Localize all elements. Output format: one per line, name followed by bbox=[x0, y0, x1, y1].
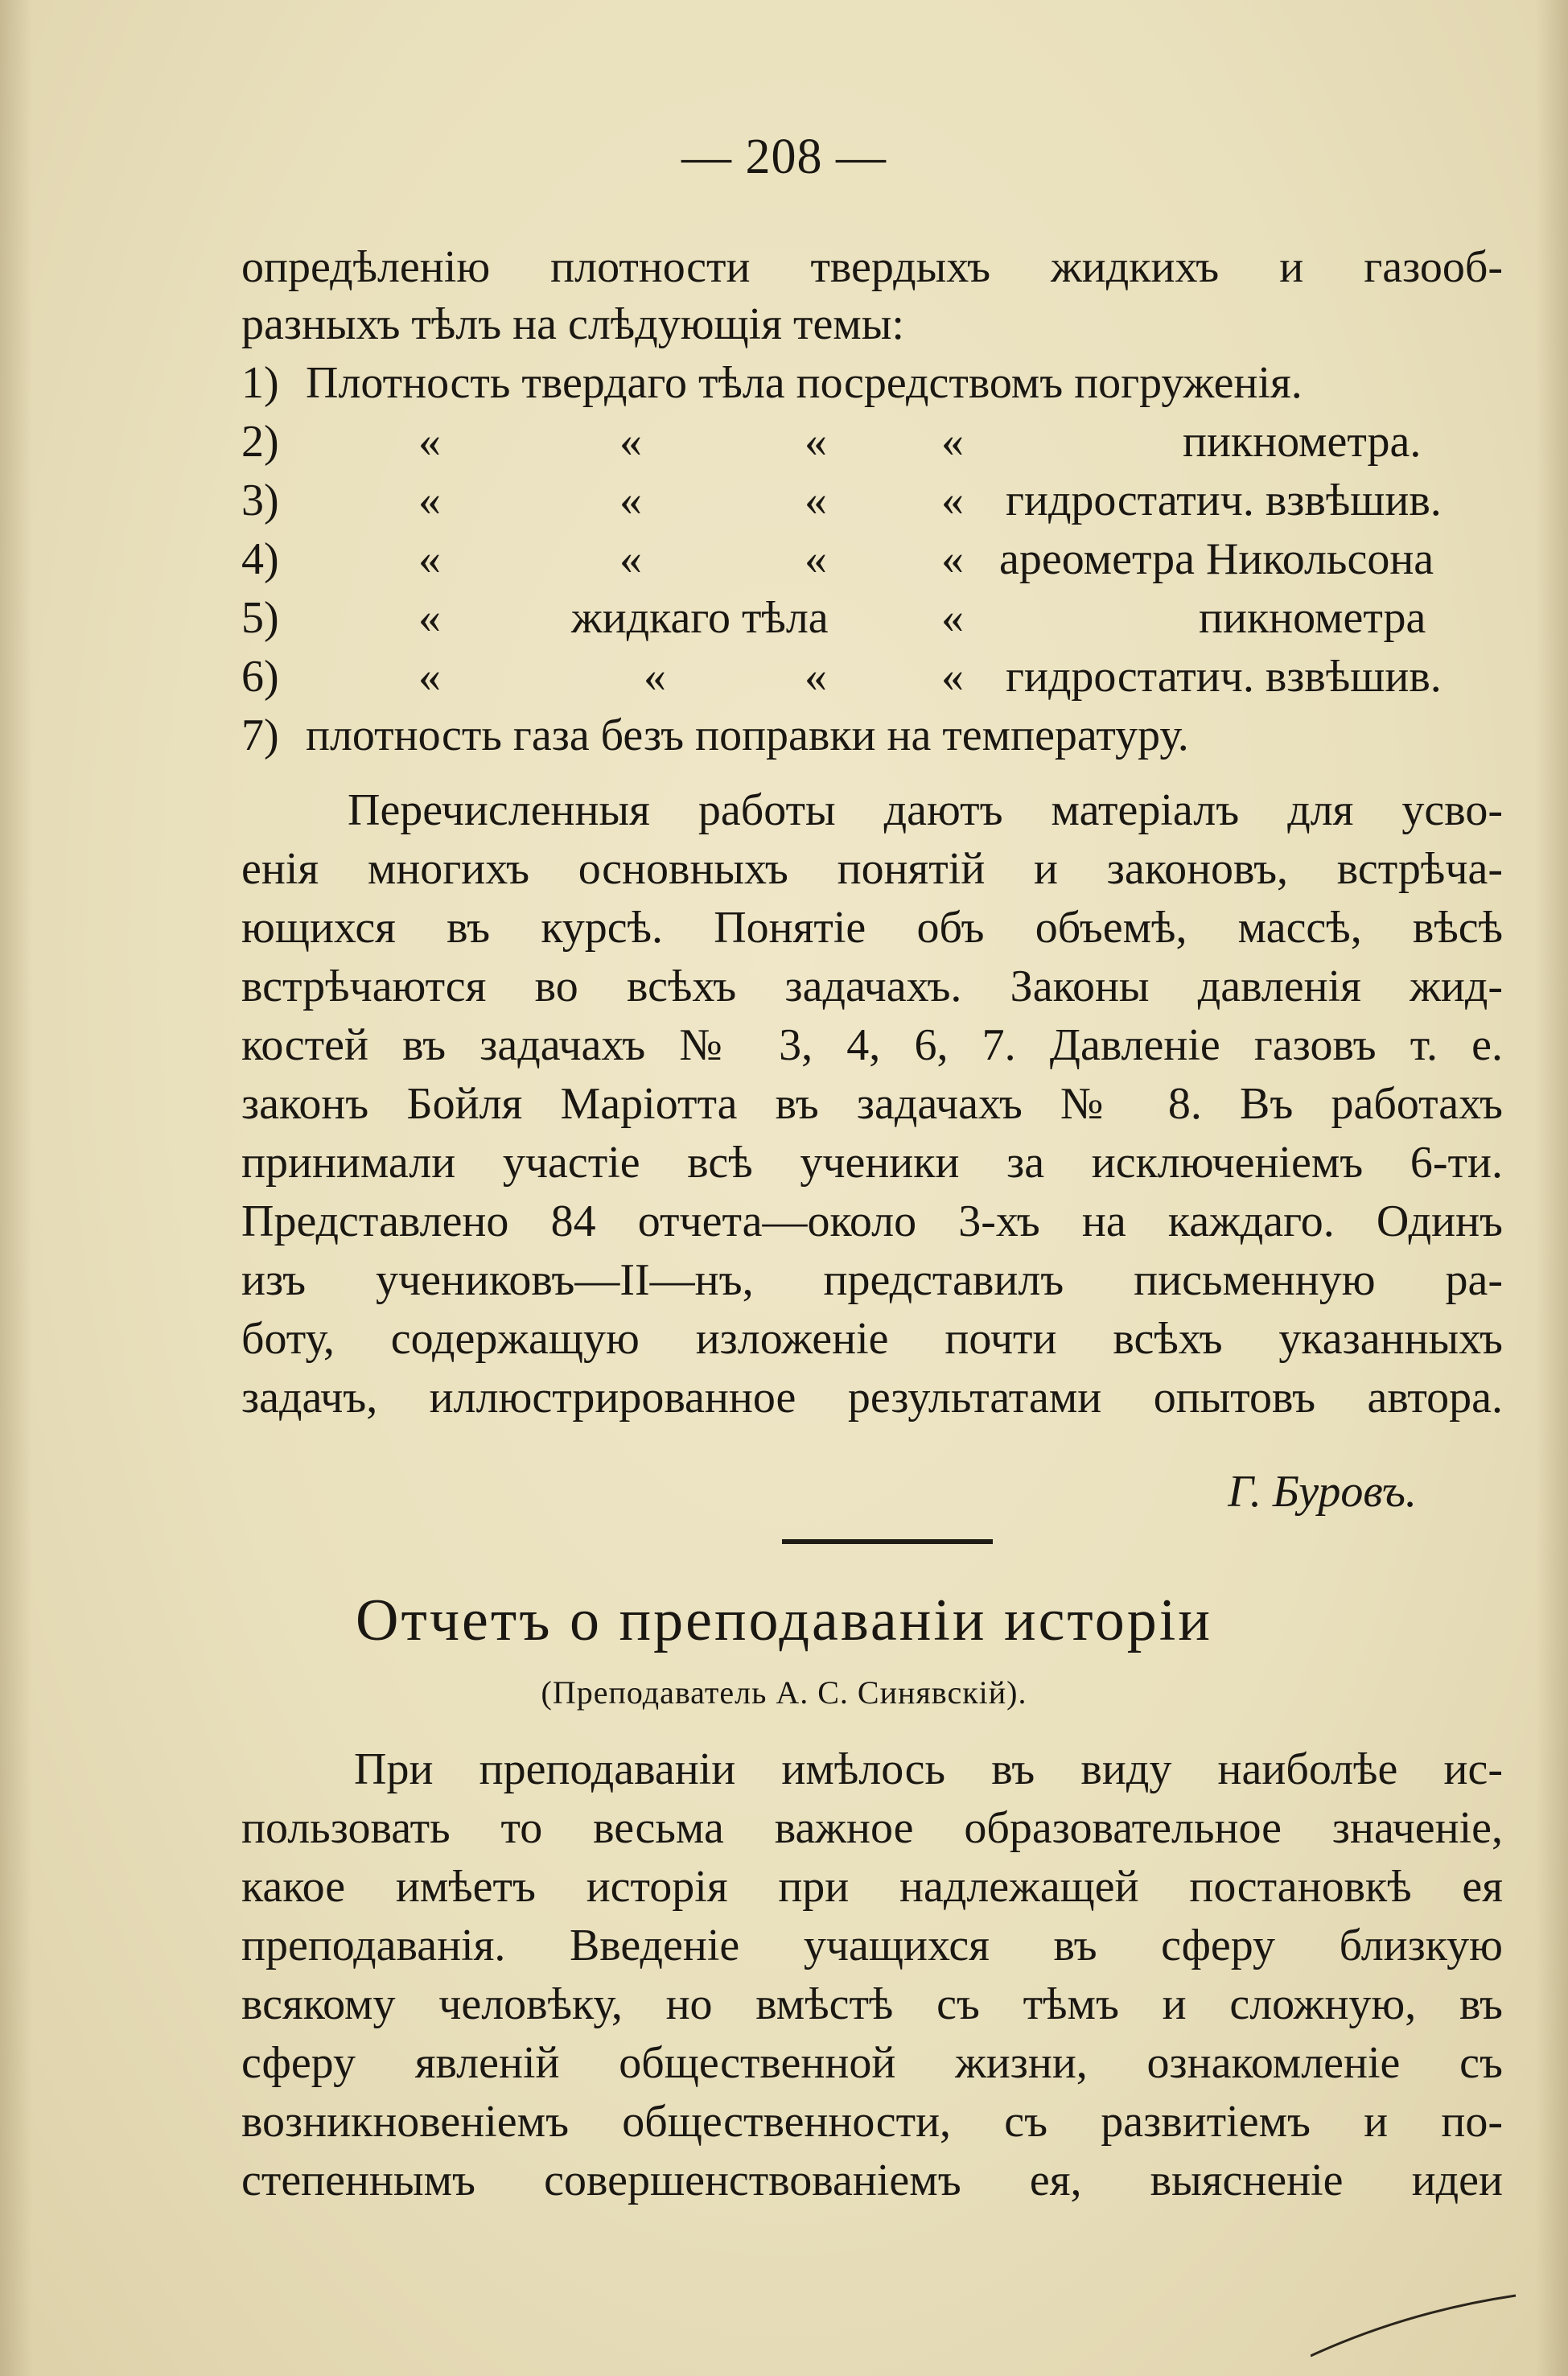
paragraph-line: принимали участіе всѣ ученики за исключеніемъ 6-ти. bbox=[241, 1138, 1503, 1188]
intro-line: опредѣленію плотности твердыхъ жидкихъ и газооб- bbox=[241, 242, 1503, 292]
paragraph-line: задачъ, иллюстрированное результатами опытовъ автора. bbox=[241, 1373, 1503, 1423]
paragraph-line: преподаванія. Введеніе учащихся въ сферу близкую bbox=[241, 1921, 1503, 1970]
paragraph-line: встрѣчаются во всѣхъ задачахъ. Законы давленія жид- bbox=[241, 962, 1503, 1011]
ditto-mark: « bbox=[805, 417, 827, 467]
ditto-mark: « bbox=[619, 534, 642, 584]
list-number: 1) bbox=[241, 358, 279, 408]
list-subject: жидкаго тѣла bbox=[571, 593, 829, 643]
ditto-mark: « bbox=[941, 534, 964, 584]
list-text: плотность газа безъ поправки на температуру. bbox=[306, 710, 1189, 760]
section-title: Отчетъ о преподаваніи исторіи bbox=[356, 1587, 1212, 1653]
list-number: 2) bbox=[241, 417, 279, 467]
page-edge-left bbox=[0, 0, 32, 2376]
paragraph-line: возникновеніемъ общественности, съ развитіемъ и по- bbox=[241, 2097, 1503, 2147]
list-text: ареометра Никольсона bbox=[999, 534, 1434, 584]
list-number: 5) bbox=[241, 593, 279, 643]
paragraph-line: При преподаваніи имѣлось въ виду наиболѣе ис- bbox=[354, 1744, 1503, 1794]
list-number: 3) bbox=[241, 476, 279, 525]
paragraph-line: енія многихъ основныхъ понятій и законовъ, встрѣча- bbox=[241, 844, 1503, 894]
list-text: пикнометра bbox=[1199, 593, 1426, 643]
ditto-mark: « bbox=[941, 593, 964, 643]
paragraph-line: Перечисленныя работы даютъ матеріалъ для усво- bbox=[348, 785, 1503, 835]
ditto-mark: « bbox=[941, 417, 964, 467]
paragraph-line: костей въ задачахъ № 3, 4, 6, 7. Давленіе газовъ т. е. bbox=[241, 1020, 1503, 1070]
ditto-mark: « bbox=[805, 652, 827, 702]
ditto-mark: « bbox=[805, 534, 827, 584]
list-item bbox=[241, 416, 1503, 467]
ditto-mark: « bbox=[941, 652, 964, 702]
list-number: 7) bbox=[241, 710, 279, 760]
list-item bbox=[241, 592, 1503, 644]
section-subtitle: (Преподаватель А. С. Синявскій). bbox=[541, 1674, 1027, 1711]
list-item bbox=[241, 651, 1503, 702]
paragraph-line: сферу явленій общественной жизни, ознакомленіе съ bbox=[241, 2038, 1503, 2088]
ditto-mark: « bbox=[418, 417, 441, 467]
paragraph-line: какое имѣетъ исторія при надлежащей постановкѣ ея bbox=[241, 1862, 1503, 1912]
paragraph-line: изъ учениковъ—II—нъ, представилъ письменную ра- bbox=[241, 1255, 1503, 1305]
list-number: 4) bbox=[241, 534, 279, 584]
paragraph-line: Представлено 84 отчета—около 3-хъ на каждаго. Одинъ bbox=[241, 1196, 1503, 1246]
ditto-mark: « bbox=[619, 417, 642, 467]
list-item bbox=[241, 533, 1503, 585]
ditto-mark: « bbox=[619, 476, 642, 525]
ditto-mark: « bbox=[418, 534, 441, 584]
intro-line: разныхъ тѣлъ на слѣдующія темы: bbox=[241, 299, 904, 349]
signature: Г. Буровъ. bbox=[1228, 1467, 1417, 1517]
list-text: гидростатич. взвѣшив. bbox=[1006, 652, 1442, 702]
section-divider bbox=[782, 1539, 993, 1544]
list-item bbox=[241, 710, 1503, 761]
ditto-mark: « bbox=[418, 593, 441, 643]
list-text: гидростатич. взвѣшив. bbox=[1006, 476, 1442, 525]
list-number: 6) bbox=[241, 652, 279, 702]
ditto-mark: « bbox=[418, 476, 441, 525]
ditto-mark: « bbox=[805, 476, 827, 525]
page-edge-right bbox=[1536, 0, 1568, 2376]
paragraph-line: законъ Бойля Маріотта въ задачахъ № 8. Въ работахъ bbox=[241, 1079, 1503, 1129]
paragraph-line: всякому человѣку, но вмѣстѣ съ тѣмъ и сложную, въ bbox=[241, 1979, 1503, 2029]
list-item bbox=[241, 475, 1503, 526]
list-text: Плотность твердаго тѣла посредствомъ погруженія. bbox=[306, 358, 1303, 408]
paragraph-line: боту, содержащую изложеніе почти всѣхъ указанныхъ bbox=[241, 1314, 1503, 1364]
page-curl-mark bbox=[1311, 2287, 1520, 2360]
ditto-mark: « bbox=[644, 652, 666, 702]
paragraph-line: степеннымъ совершенствованіемъ ея, выясненіе идеи bbox=[241, 2156, 1503, 2205]
page-number: — 208 — bbox=[681, 130, 887, 184]
ditto-mark: « bbox=[941, 476, 964, 525]
list-item bbox=[241, 357, 1503, 409]
ditto-mark: « bbox=[418, 652, 441, 702]
list-text: пикнометра. bbox=[1183, 417, 1422, 467]
paragraph-line: пользовать то весьма важное образовательное значеніе, bbox=[241, 1803, 1503, 1853]
paragraph-line: ющихся въ курсѣ. Понятіе объ объемѣ, массѣ, вѣсѣ bbox=[241, 903, 1503, 953]
